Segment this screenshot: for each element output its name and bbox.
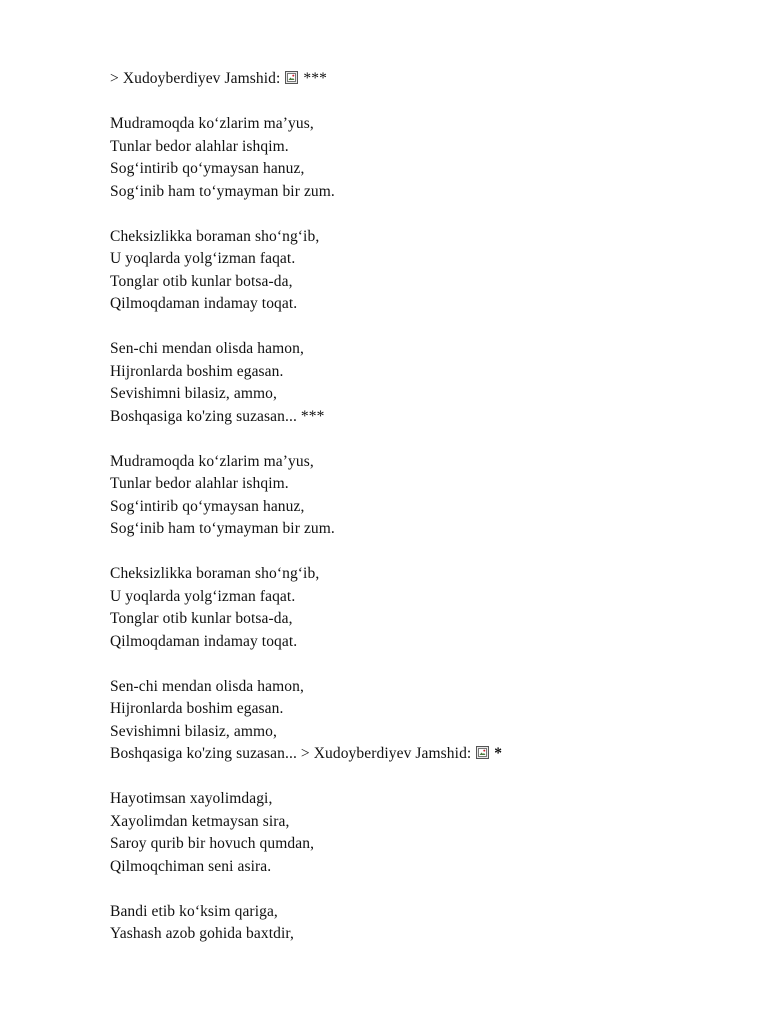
stanza-line: Hijronlarda boshim egasan.: [110, 700, 284, 717]
stanza-line: Sevishimni bilasiz, ammo,: [110, 722, 277, 740]
stanza-line: Tonglar otib kunlar botsa-da,: [110, 272, 293, 290]
stanza-line: Sog‘intirib qo‘ymaysan hanuz,: [110, 160, 305, 177]
stanza-line: Tonglar otib kunlar botsa-da,: [110, 610, 293, 627]
stanza-5: [110, 563, 730, 653]
stanza-2: [110, 226, 730, 316]
stanza-line: Sog‘inib ham to‘ymayman bir zum.: [110, 182, 335, 200]
header-line-block: [110, 68, 730, 91]
stanza-7: [110, 788, 730, 878]
broken-image-icon[interactable]: [476, 746, 489, 759]
stanza-line: Mudramoqda ko‘zlarim ma’yus,: [110, 115, 314, 132]
stanza-last-line: [110, 743, 730, 766]
stanza-3: [110, 338, 730, 428]
stanza-line: Sog‘inib ham to‘ymayman bir zum.: [110, 520, 335, 537]
stanza-line: Qilmoqdaman indamay toqat.: [110, 295, 298, 312]
header-line: [110, 68, 730, 91]
broken-image-icon[interactable]: [285, 71, 298, 84]
header-suffix: ***: [303, 70, 327, 87]
last-line-prefix: Boshqasiga ko'zing suzasan... > Xudoyberdiyev Jamshid:: [110, 745, 472, 762]
stanza-line: Qilmoqdaman indamay toqat.: [110, 632, 298, 650]
stanza-line: Qilmoqchiman seni asira.: [110, 857, 272, 875]
last-line-suffix: *: [494, 745, 503, 762]
stanza-line: Hijronlarda boshim egasan.: [110, 362, 284, 380]
stanza-line: Cheksizlikka boraman sho‘ng‘ib,: [110, 227, 320, 245]
stanza-line: Tunlar bedor alahlar ishqim.: [110, 137, 289, 155]
stanza-line: Xayolimdan ketmaysan sira,: [110, 812, 290, 830]
stanza-line: Saroy qurib bir hovuch qumdan,: [110, 835, 315, 852]
stanza-line: Sog‘intirib qo‘ymaysan hanuz,: [110, 497, 305, 515]
stanza-4: [110, 451, 730, 541]
stanza-1: [110, 113, 730, 203]
stanza-line: U yoqlarda yolg‘izman faqat.: [110, 587, 296, 605]
stanza-line: Sen-chi mendan olisda hamon,: [110, 340, 304, 357]
stanza-line: Cheksizlikka boraman sho‘ng‘ib,: [110, 565, 320, 582]
stanza-6: [110, 676, 730, 766]
stanza-line: Yashash azob gohida baxtdir,: [110, 925, 294, 942]
stanza-line: U yoqlarda yolg‘izman faqat.: [110, 250, 296, 267]
stanza-line: Bandi etib ko‘ksim qariga,: [110, 902, 278, 920]
document-page: [110, 68, 730, 968]
stanza-line: Boshqasiga ko'zing suzasan... ***: [110, 407, 325, 425]
stanza-line: Hayotimsan xayolimdagi,: [110, 790, 273, 807]
header-prefix: > Xudoyberdiyev Jamshid:: [110, 70, 281, 87]
stanza-line: Sevishimni bilasiz, ammo,: [110, 385, 277, 402]
stanza-8: [110, 901, 730, 946]
stanza-line: Tunlar bedor alahlar ishqim.: [110, 475, 289, 492]
stanza-line: Sen-chi mendan olisda hamon,: [110, 677, 304, 695]
stanza-line: Mudramoqda ko‘zlarim ma’yus,: [110, 452, 314, 470]
